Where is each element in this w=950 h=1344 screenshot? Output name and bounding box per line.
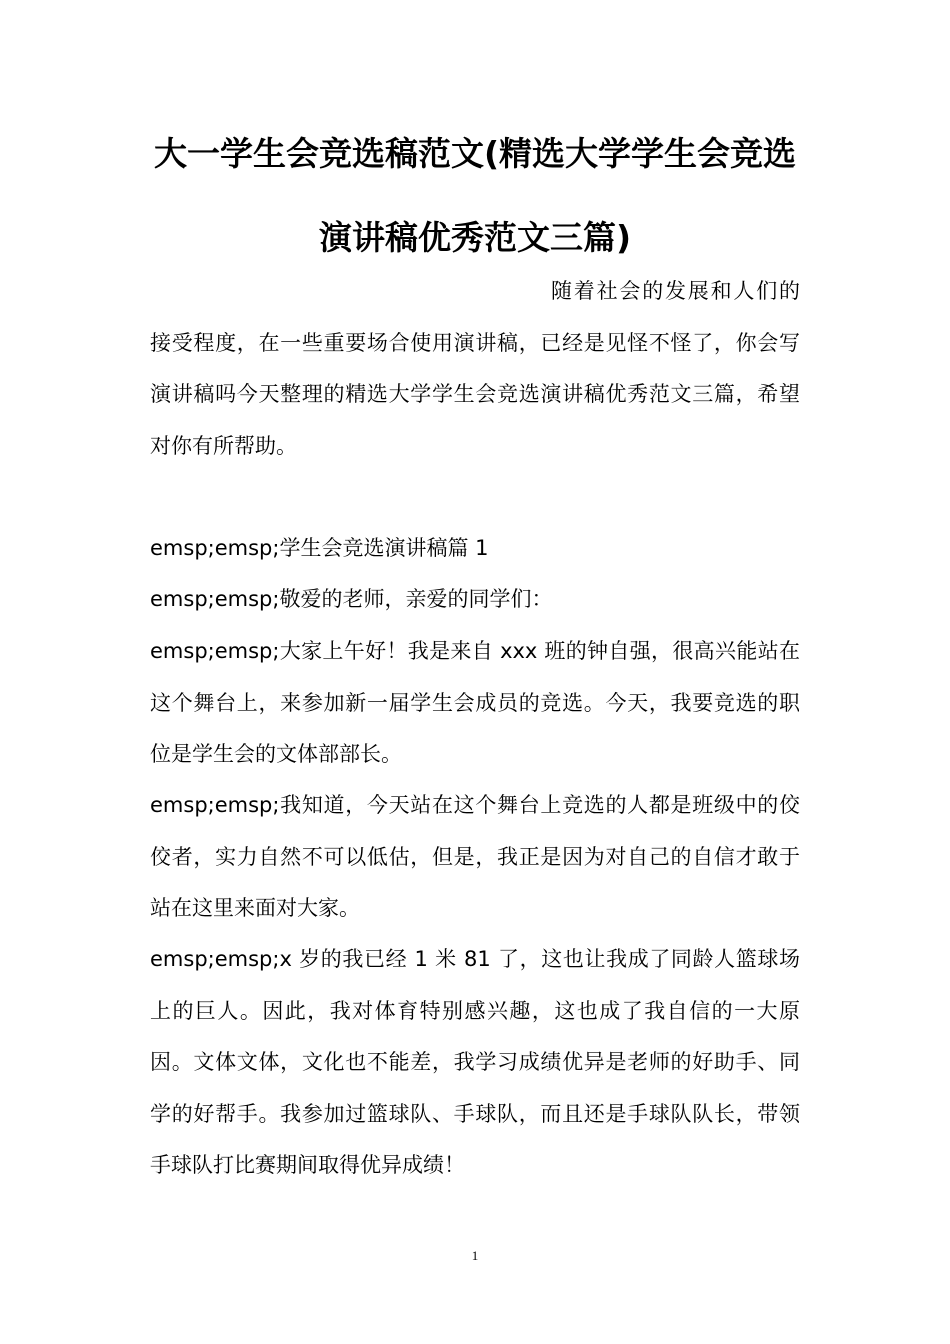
body-paragraph: emsp;emsp;大家上午好！我是来自 xxx 班的钟自强，很高兴能站在这个舞台上，来参加新一届学生会成员的竞选。今天，我要竞选的职位是学生会的文体部部长。 [150,639,800,766]
body-paragraph: emsp;emsp;x 岁的我已经 1 米 81 了，这也让我成了同龄人篮球场上的巨人。因此，我对体育特别感兴趣，这也成了我自信的一大原因。文体文体，文化也不能差，我学习成绩优异是老师的好助手、同学的好帮手。我参加过篮球队、手球队，而且还是手球队队长，带领手球队打比赛期间取得优异成绩！ [150,947,800,1177]
intro-paragraph: 随着社会的发展和人们的接受程度，在一些重要场合使用演讲稿，已经是见怪不怪了，你会写演讲稿吗今天整理的精选大学学生会竞选演讲稿优秀范文三篇，希望对你有所帮助。 [150,279,800,458]
section-heading: emsp;emsp;学生会竞选演讲稿篇 1 [150,536,489,560]
salutation-paragraph: emsp;emsp;敬爱的老师，亲爱的同学们： [150,587,553,611]
body-paragraph: emsp;emsp;我知道，今天站在这个舞台上竞选的人都是班级中的佼佼者，实力自然不可以低估，但是，我正是因为对自己的自信才敢于站在这里来面对大家。 [150,793,800,920]
page-number: 1 [471,1248,479,1263]
document-title: 大一学生会竞选稿范文(精选大学学生会竞选演讲稿优秀范文三篇) [153,134,797,257]
